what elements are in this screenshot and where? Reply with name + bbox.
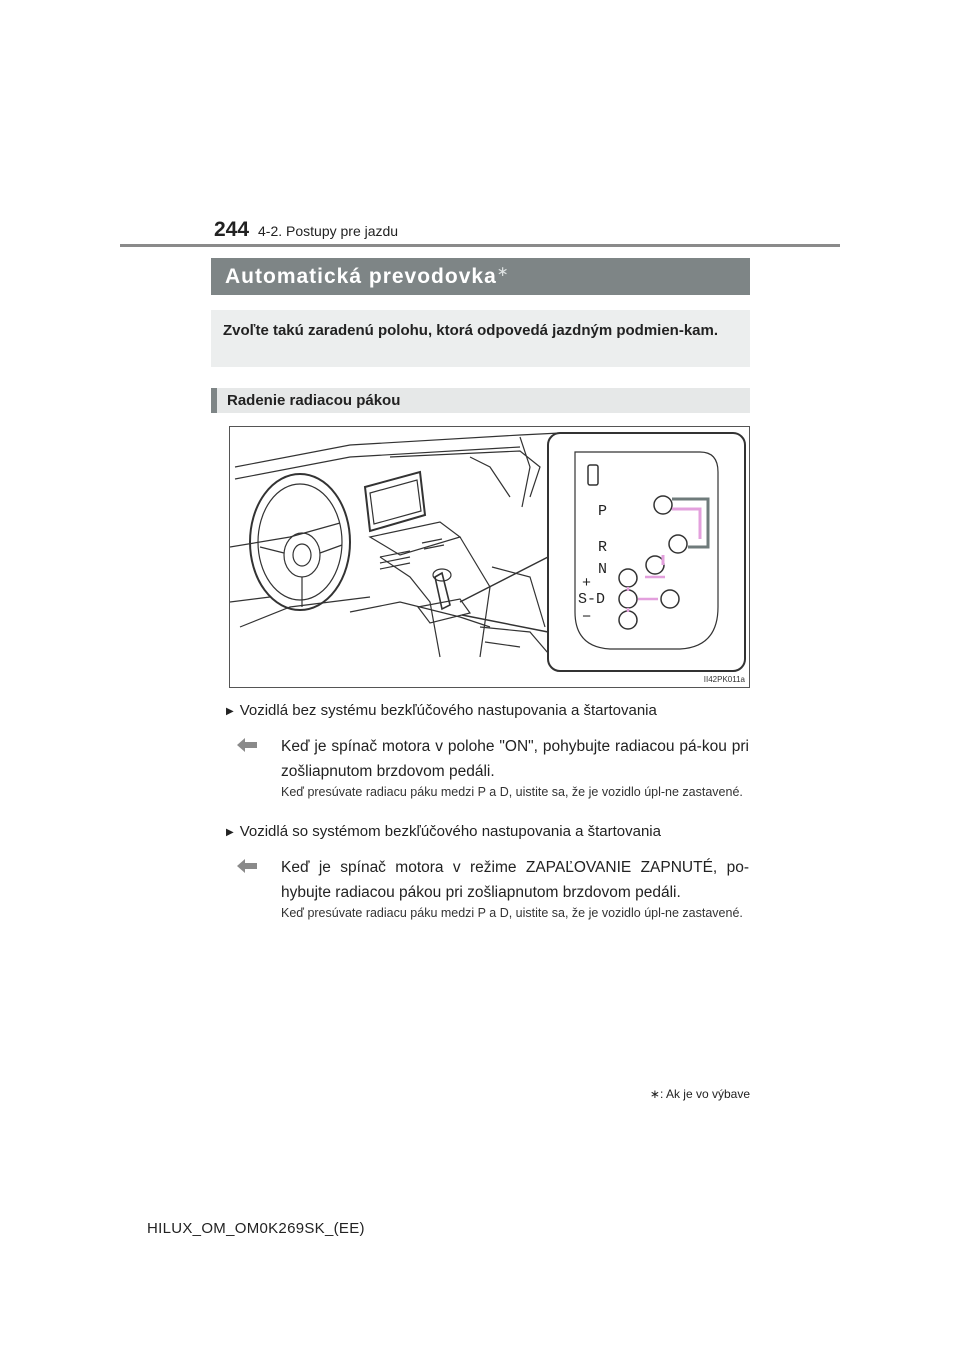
header-rule xyxy=(120,244,840,247)
gate-label-plus: + xyxy=(582,575,592,592)
section-heading-1: ▶ Vozidlá bez systému bezkľúčového nastupovania a štartovania xyxy=(226,702,657,719)
step-arrow-icon xyxy=(236,737,258,753)
document-code-footer: HILUX_OM_OM0K269SK_(EE) xyxy=(147,1220,365,1237)
subheading: Radenie radiacou pákou xyxy=(227,392,401,409)
page-title: Automatická prevodovka ∗ xyxy=(225,263,509,288)
step-text-2: Keď je spínač motora v režime ZAPAĽOVANIE ZAPNUTÉ, po-hybujte radiacou pákou pri zošliapnutom brzdovom pedáli. xyxy=(281,859,749,901)
gate-label-p: P xyxy=(598,503,608,520)
footnote: ∗: Ak je vo výbave xyxy=(649,1087,750,1101)
step-text-1: Keď je spínač motora v polohe "ON", pohybujte radiacou pá-kou pri zošliapnutom brzdovom pedáli. xyxy=(281,738,749,780)
optional-star-icon: ∗ xyxy=(496,263,509,279)
gate-label-n: N xyxy=(598,561,608,578)
gate-label-minus: − xyxy=(582,609,592,626)
note-text-2: Keď presúvate radiacu páku medzi P a D, uistite sa, že je vozidlo úpl-ne zastavené. xyxy=(281,906,743,920)
step-arrow-icon xyxy=(236,858,258,874)
figure-code: II42PK011a xyxy=(703,675,745,684)
intro-box xyxy=(211,310,750,367)
page-title-bar xyxy=(211,258,750,295)
gate-label-sd: S-D xyxy=(578,591,606,608)
cabin-illustration xyxy=(230,427,750,688)
intro-text: Zvoľte takú zaradenú polohu, ktorá odpovedá jazdným podmien-kam. xyxy=(223,322,719,339)
optional-star-icon: ∗ xyxy=(649,1087,660,1101)
note-text-1: Keď presúvate radiacu páku medzi P a D, uistite sa, že je vozidlo úpl-ne zastavené. xyxy=(281,785,743,799)
section-heading-2: ▶ Vozidlá so systémom bezkľúčového nastupovania a štartovania xyxy=(226,823,661,840)
triangle-bullet-icon: ▶ xyxy=(226,706,234,717)
gate-label-r: R xyxy=(598,539,608,556)
triangle-bullet-icon: ▶ xyxy=(226,827,234,838)
page-number: 244 xyxy=(214,218,250,241)
section-title: 4-2. Postupy pre jazdu xyxy=(258,223,399,239)
shift-lever-figure xyxy=(229,426,750,688)
subheading-bar xyxy=(211,388,750,413)
